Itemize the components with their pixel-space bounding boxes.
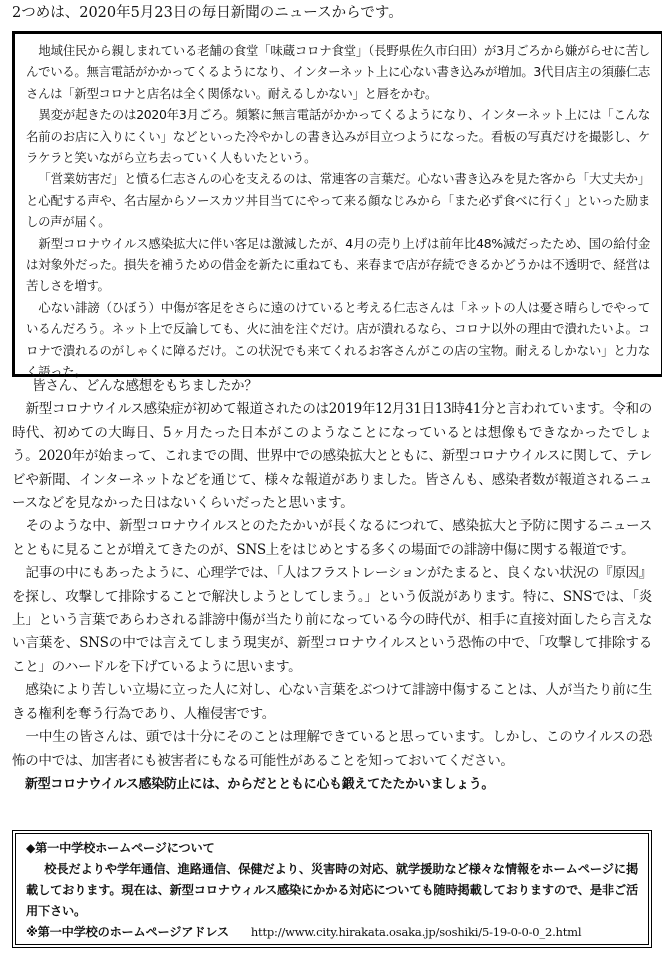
- article-paragraph: 心ない誹謗（ひぼう）中傷が客足をさらに遠のけていると考える仁志さんは「ネットの人は憂さ晴らしでやっているんだろう。ネット上で反論しても、火に油を注ぐだけ。店が潰れるなら、コロナ以外の理由で潰れたいよ。コロナで潰れるのがしゃくに障るだけ。この状況でも来てくれるお客さんがこの店の宝物。耐えるしかない」と力なく語った。: [26, 299, 650, 380]
- article-paragraph: 新型コロナウイルス感染拡大に伴い客足は激減したが、4月の売り上げは前年比48%減だったため、国の給付金は対象外だった。損失を補うための借金を新たに重ねても、来春まで店が存続できるかどうかは不透明で、経営は苦しさを増す。: [26, 235, 650, 294]
- body-paragraph: そのような中、新型コロナウイルスとのたたかいが長くなるにつれて、感染拡大と予防に関するニュースとともに見ることが増えてきたのが、SNS上をはじめとする多くの場面での誹謗中傷に関する報道です。: [12, 518, 652, 558]
- article-paragraph: 「営業妨害だ」と憤る仁志さんの心を支えるのは、常連客の言葉だ。心ない書き込みを見た客から「大丈夫か」と心配する声や、名古屋からソースカツ丼目当てにやって来る顔なじみから「また必ず食べに行く」といった励ましの声が届く。: [26, 171, 650, 230]
- body-paragraph: 記事の中にもあったように、心理学では、「人はフラストレーションがたまると、良くない状況の『原因』を探し、攻撃して排除することで解決しようとしてしまう。」という仮説があります。特に、SNSでは、「炎上」という言葉であらわされる誹謗中傷が当たり前になっている今の時代が、相手に直接対面したら言えない言葉を、SNSの中では言えてしまう現実が、新型コロナウイルスという恐怖の中で、「攻撃して排除すること」のハードルを下げているように思います。: [12, 565, 652, 675]
- main-body: [12, 375, 652, 796]
- body-paragraph: 一中生の皆さんは、頭では十分にそのことは理解できていると思っています。しかし、このウイルスの恐怖の中では、加害者にも被害者にもなる可能性があることを知っておいてください。: [12, 729, 652, 769]
- article-paragraph: 地域住民から親しまれている老舗の食堂「味蔵コロナ食堂」（長野県佐久市臼田）が3月ごろから嫌がらせに苦しんでいる。無言電話がかかってくるようになり、インターネット上に心ない書き込みが増加。3代目店主の須藤仁志さんは「新型コロナと店名は全く関係ない。耐えるしかない」と唇をかむ。: [26, 43, 650, 101]
- body-paragraph: 新型コロナウイルス感染症が初めて報道されたのは2019年12月31日13時41分と言われています。令和の時代、初めての大晦日、5ヶ月たった日本がこのようなことになっているとは想像もできなかったでしょう。2020年が始まって、これまでの間、世界中での感染拡大とともに、新型コロナウイルスに関して、テレビや新聞、インターネットなどを通じて、様々な報道がありました。皆さんも、感染者数が報道されるニュースなどを見なかった日はないくらいだったと思います。: [12, 401, 652, 512]
- article-paragraph: 異変が起きたのは2020年3月ごろ。頻繁に無言電話がかかってくるようになり、インターネット上には「こんな名前のお店に入りにくい」などといった冷やかしの書き込みが目立つようになった。看板の写真だけを撮影し、ケラケラと笑いながら立ち去っていく人もいたという。: [26, 107, 650, 166]
- notice-text: 校長だよりや学年通信、進路通信、保健だより、災害時の対応、就学援助など様々な情報をホームページに掲載しております。現在は、新型コロナウィルス感染にかかる対応についても随時掲載しておりますので、是非ご活用下さい。: [26, 862, 638, 918]
- body-paragraph: 感染により苦しい立場に立った人に対し、心ない言葉をぶつけて誹謗中傷することは、人が当たり前に生きる権利を奪う行為であり、人権侵害です。: [12, 682, 652, 722]
- notice-url-label: ※第一中学校のホームページアドレス: [26, 925, 229, 939]
- homepage-url-link[interactable]: http://www.city.hirakata.osaka.jp/soshiki/5-19-0-0-0_2.html: [250, 925, 582, 939]
- notice-url-row: [26, 922, 638, 943]
- closing-slogan: 新型コロナウイルス感染防止には、からだとともに心も鍛えてたたかいましょう。: [25, 776, 495, 792]
- question-line: 皆さん、どんな感想をもちましたか？: [32, 378, 258, 394]
- intro-line: 2つめは、2020年5月23日の毎日新聞のニュースからです。: [12, 5, 403, 21]
- news-article-box: [12, 31, 662, 380]
- homepage-notice-box: [12, 830, 652, 948]
- notice-heading: ◆第一中学校ホームページについて: [26, 841, 215, 855]
